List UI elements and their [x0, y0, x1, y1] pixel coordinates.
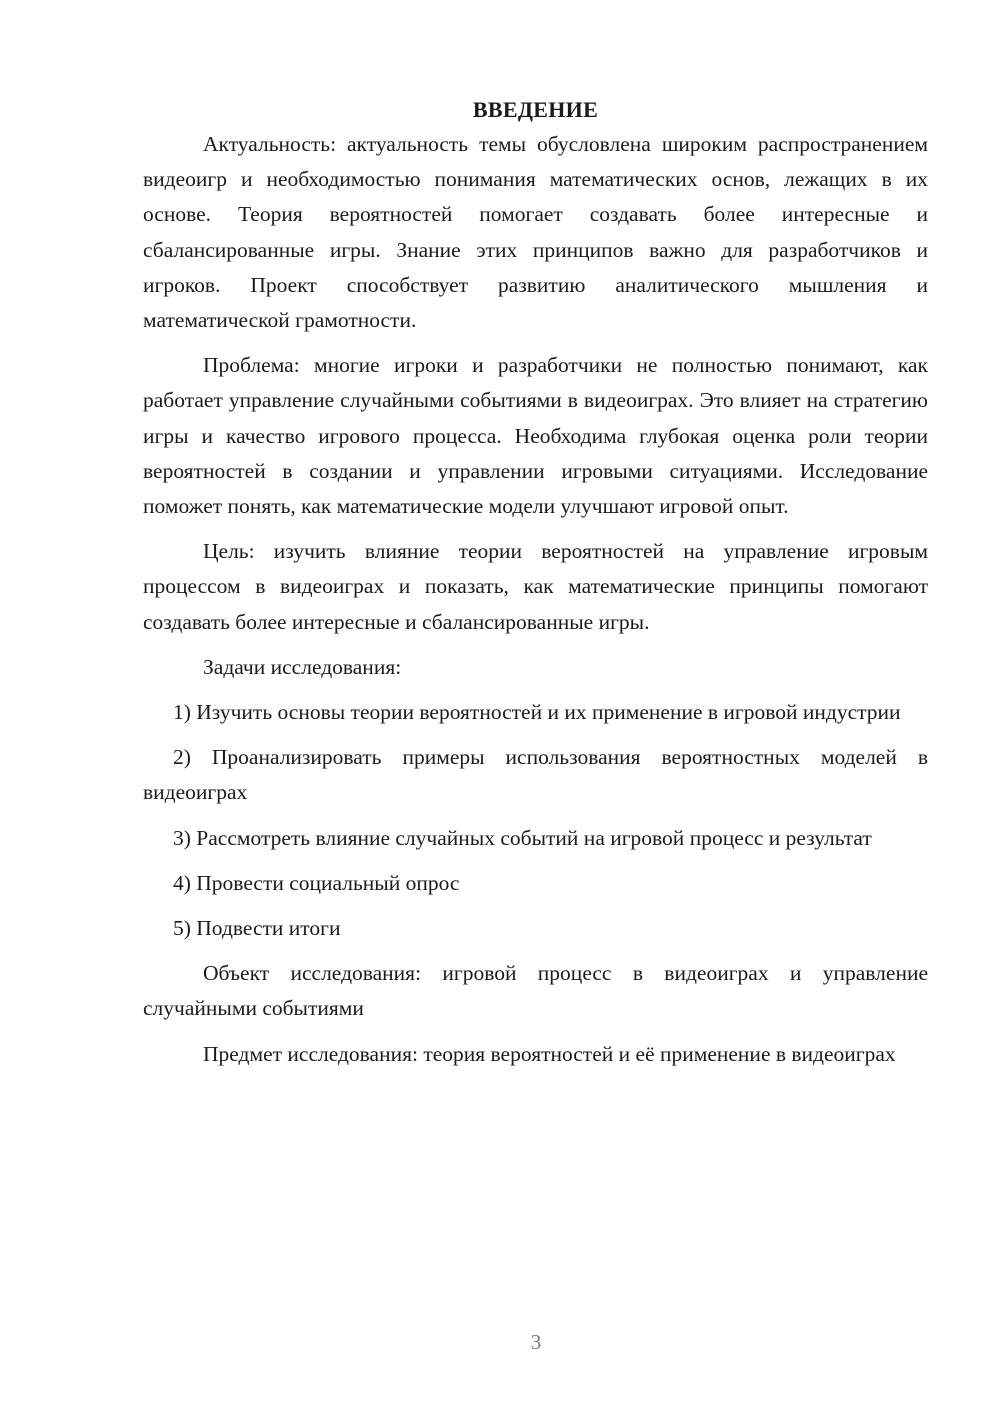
paragraph-goal: Цель: изучить влияние теории вероятностей на управление игровым процессом в видеоиграх и показать, как математические принципы помогают создавать более интересные и сбалансированные игры.	[143, 539, 928, 634]
tasks-heading: Задачи исследования:	[203, 654, 402, 679]
paragraph-subject: Предмет исследования: теория вероятностей и её применение в видеоиграх	[203, 1041, 896, 1066]
paragraph-relevance: Актуальность: актуальность темы обусловлена широким распространением видеоигр и необходимостью понимания математических основ, лежащих в их основе. Теория вероятностей помогает создавать более интересные и сбалансированные игры. Знание этих принципов важно для разработчиков и игроков. Проект способствует развитию аналитического мышления и математической грамотности.	[143, 132, 928, 333]
task-item: 4) Провести социальный опрос	[173, 870, 460, 895]
page-number: 3	[530, 1330, 542, 1354]
task-item: 3) Рассмотреть влияние случайных событий на игровой процесс и результат	[173, 825, 872, 850]
paragraph-object: Объект исследования: игровой процесс в видеоиграх и управление случайными событиями	[143, 961, 928, 1021]
task-item: 1) Изучить основы теории вероятностей и их применение в игровой индустрии	[173, 700, 901, 725]
document-page	[143, 92, 928, 1082]
page-title: ВВЕДЕНИЕ	[472, 97, 599, 122]
paragraph-problem: Проблема: многие игроки и разработчики не полностью понимают, как работает управление случайными событиями в видеоиграх. Это влияет на стратегию игры и качество игрового процесса. Необходима глубокая оценка роли теории вероятностей в создании и управлении игровыми ситуациями. Исследование поможет понять, как математические модели улучшают игровой опыт.	[143, 353, 928, 519]
task-item: 5) Подвести итоги	[173, 916, 341, 941]
task-item: 2) Проанализировать примеры использования вероятностных моделей в видеоиграх	[143, 745, 928, 805]
